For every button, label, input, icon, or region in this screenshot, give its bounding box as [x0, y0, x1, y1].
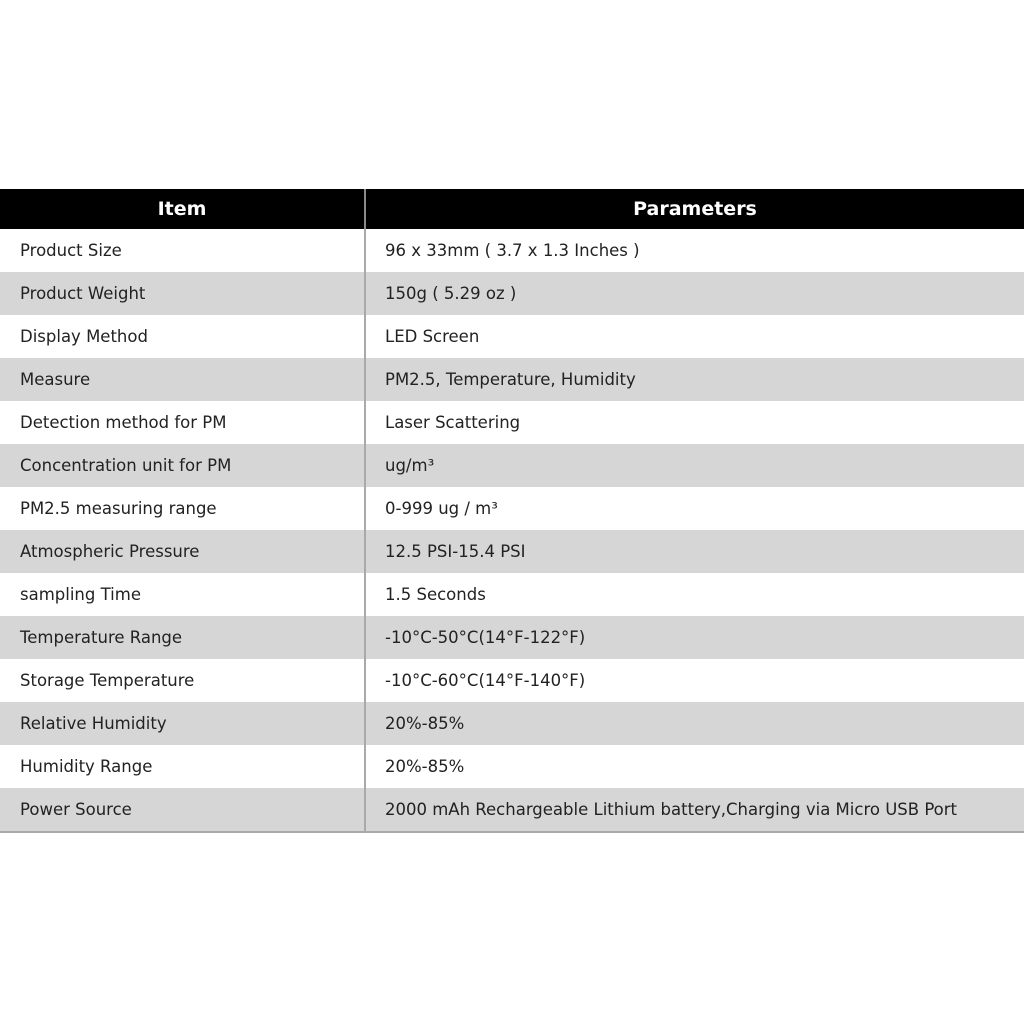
table-row [0, 702, 1024, 745]
item-cell: Product Weight [0, 272, 366, 315]
item-cell: Temperature Range [0, 616, 366, 659]
item-cell: Atmospheric Pressure [0, 530, 366, 573]
parameter-cell: ug/m³ [385, 456, 435, 475]
parameter-cell: Laser Scattering [385, 413, 521, 432]
parameter-cell: 20%-85% [385, 714, 465, 733]
item-cell: Detection method for PM [0, 401, 366, 444]
table-row [0, 745, 1024, 788]
parameter-cell: 96 x 33mm ( 3.7 x 1.3 Inches ) [385, 241, 640, 260]
parameter-cell: -10°C-50°C(14°F-122°F) [385, 628, 586, 647]
table-header-row [0, 189, 1024, 229]
table-row [0, 444, 1024, 487]
parameter-cell: 150g ( 5.29 oz ) [385, 284, 517, 303]
header-parameters: Parameters [633, 198, 757, 220]
item-cell: Measure [0, 358, 366, 401]
table-row [0, 401, 1024, 444]
item-cell: Product Size [0, 229, 366, 272]
item-cell: PM2.5 measuring range [0, 487, 366, 530]
item-cell: Storage Temperature [0, 659, 366, 702]
parameter-cell: 0-999 ug / m³ [385, 499, 498, 518]
table-row [0, 788, 1024, 831]
header-item: Item [0, 189, 366, 229]
table-row [0, 315, 1024, 358]
table-row [0, 616, 1024, 659]
parameter-cell: 2000 mAh Rechargeable Lithium battery,Charging via Micro USB Port [385, 800, 958, 819]
table-row [0, 487, 1024, 530]
table-row [0, 530, 1024, 573]
parameter-cell: -10°C-60°C(14°F-140°F) [385, 671, 586, 690]
spec-table [0, 189, 1024, 833]
item-cell: Display Method [0, 315, 366, 358]
parameter-cell: LED Screen [385, 327, 480, 346]
table-row [0, 272, 1024, 315]
item-cell: Humidity Range [0, 745, 366, 788]
parameter-cell: 12.5 PSI-15.4 PSI [385, 542, 526, 561]
table-row [0, 229, 1024, 272]
item-cell: Relative Humidity [0, 702, 366, 745]
parameter-cell: 1.5 Seconds [385, 585, 486, 604]
table-row [0, 659, 1024, 702]
table-row [0, 358, 1024, 401]
table-row [0, 573, 1024, 616]
parameter-cell: PM2.5, Temperature, Humidity [385, 370, 636, 389]
parameter-cell: 20%-85% [385, 757, 465, 776]
item-cell: Concentration unit for PM [0, 444, 366, 487]
item-cell: Power Source [0, 788, 366, 831]
item-cell: sampling Time [0, 573, 366, 616]
